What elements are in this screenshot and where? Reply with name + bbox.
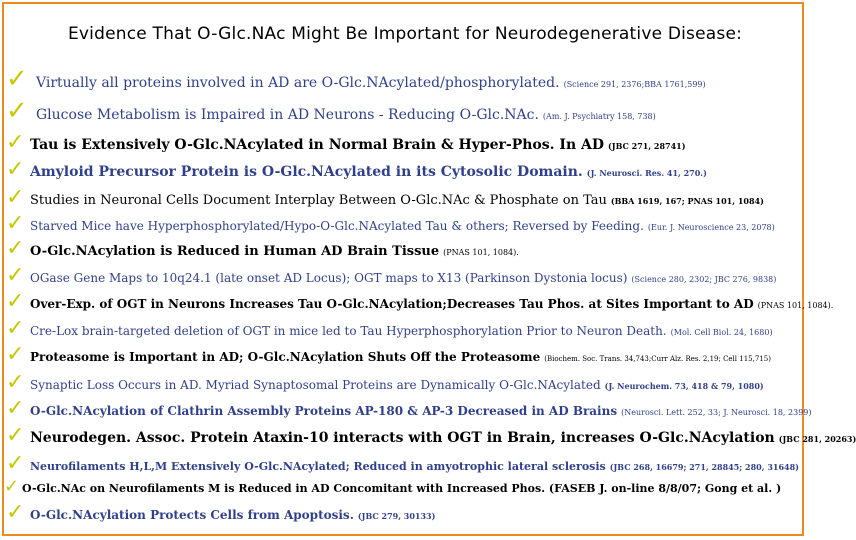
list-item bbox=[6, 187, 804, 209]
list-item bbox=[6, 372, 804, 394]
list-item bbox=[6, 396, 812, 421]
item-text: O-Glc.NAc on Neurofilaments M is Reduced in AD Concomitant with Increased Phos. (FASEB J. on-line 8/8/07; Gong et al. ) bbox=[22, 482, 782, 495]
list-item bbox=[6, 423, 856, 448]
item-text: Starved Mice have Hyperphosphorylated/Hypo-O-Glc.NAcylated Tau & others; Reversed by Feeding. bbox=[30, 219, 644, 233]
item-text: Synaptic Loss Occurs in AD. Myriad Synaptosomal Proteins are Dynamically O-Glc.NAcylated bbox=[30, 378, 601, 392]
checkmark-icon: ✓ bbox=[6, 342, 25, 367]
item-text: Glucose Metabolism is Impaired in AD Neurons - Reducing O-Glc.NAc. bbox=[36, 107, 539, 123]
list-item bbox=[6, 159, 804, 181]
list-item bbox=[6, 66, 804, 92]
item-text: Tau is Extensively O-Glc.NAcylated in Normal Brain & Hyper-Phos. In AD bbox=[30, 137, 604, 153]
item-citation: (Am. J. Psychiatry 158, 738) bbox=[542, 112, 656, 121]
list-item bbox=[4, 478, 802, 496]
list-item bbox=[6, 98, 804, 124]
item-text: O-Glc.NAcylation Protects Cells from Apoptosis. bbox=[30, 508, 354, 522]
checkmark-icon: ✓ bbox=[6, 263, 25, 288]
checkmark-icon: ✓ bbox=[6, 185, 25, 210]
item-citation: (JBC 281, 20263) bbox=[778, 434, 856, 444]
item-citation: (PNAS 101, 1084). bbox=[443, 248, 519, 257]
checkmark-icon: ✓ bbox=[6, 370, 25, 395]
item-citation: (Biochem. Soc. Trans. 34,743;Curr Alz. Res. 2,19; Cell 115,715) bbox=[544, 355, 771, 363]
item-citation: (Eur. J. Neuroscience 23, 2078) bbox=[647, 223, 775, 232]
slide-title: Evidence That O-Glc.NAc Might Be Important for Neurodegenerative Disease: bbox=[67, 24, 743, 44]
item-text: Studies in Neuronal Cells Document Interplay Between O-Glc.NAc & Phosphate on Tau bbox=[30, 193, 607, 208]
list-item bbox=[6, 453, 804, 475]
checkmark-icon: ✓ bbox=[6, 130, 25, 155]
checkmark-icon: ✓ bbox=[6, 396, 25, 421]
item-citation: (JBC 268, 16679; 271, 28845; 280, 31648) bbox=[609, 462, 799, 472]
checkmark-icon: ✓ bbox=[6, 64, 28, 94]
item-text: Virtually all proteins involved in AD are O-Glc.NAcylated/phosphorylated. bbox=[36, 75, 560, 91]
item-citation: (JBC 271, 28741) bbox=[608, 141, 686, 151]
list-item bbox=[6, 502, 804, 524]
item-text: Proteasome is Important in AD; O-Glc.NAcylation Shuts Off the Proteasome bbox=[30, 350, 541, 364]
item-text: O-Glc.NAcylation of Clathrin Assembly Proteins AP-180 & AP-3 Decreased in AD Brains bbox=[30, 404, 618, 418]
list-item bbox=[6, 132, 804, 154]
item-text: Neurofilaments H,L,M Extensively O-Glc.NAcylated; Reduced in amyotrophic lateral sclerosis bbox=[30, 460, 606, 473]
item-citation: (JBC 279, 30133) bbox=[357, 511, 436, 521]
list-item bbox=[6, 213, 804, 235]
checkmark-icon: ✓ bbox=[6, 451, 25, 476]
checkmark-icon: ✓ bbox=[6, 211, 25, 236]
list-item bbox=[6, 265, 804, 287]
checkmark-icon: ✓ bbox=[6, 316, 25, 341]
item-text: Over-Exp. of OGT in Neurons Increases Tau O-Glc.NAcylation;Decreases Tau Phos. at Sites Important to AD bbox=[30, 297, 754, 311]
item-text: Neurodegen. Assoc. Protein Ataxin-10 interacts with OGT in Brain, increases O-Glc.NAcylation bbox=[30, 430, 775, 446]
checkmark-icon: ✓ bbox=[6, 423, 25, 448]
checkmark-icon: ✓ bbox=[6, 157, 25, 182]
item-text: Amyloid Precursor Protein is O-Glc.NAcylated in its Cytosolic Domain. bbox=[30, 164, 583, 180]
item-citation: (PNAS 101, 1084). bbox=[757, 301, 834, 310]
item-text: O-Glc.NAcylation is Reduced in Human AD Brain Tissue bbox=[30, 244, 440, 259]
checkmark-icon: ✓ bbox=[6, 500, 25, 525]
checkmark-icon: ✓ bbox=[4, 476, 20, 497]
item-citation: (BBA 1619, 167; PNAS 101, 1084) bbox=[610, 196, 764, 206]
item-citation: (Mol. Cell Biol. 24, 1680) bbox=[670, 328, 773, 337]
item-citation: (J. Neurochem. 73, 418 & 79, 1080) bbox=[604, 381, 764, 391]
checkmark-icon: ✓ bbox=[6, 289, 25, 314]
item-text: OGase Gene Maps to 10q24.1 (late onset AD Locus); OGT maps to X13 (Parkinson Dystonia locus) bbox=[30, 271, 628, 285]
checkmark-icon: ✓ bbox=[6, 236, 25, 261]
item-citation: (J. Neurosci. Res. 41, 270.) bbox=[586, 168, 707, 178]
item-citation: (Science 291, 2376;BBA 1761,599) bbox=[563, 80, 706, 89]
item-citation: (Neurosci. Lett. 252, 33; J. Neurosci. 18, 2399) bbox=[621, 408, 812, 417]
list-item bbox=[6, 318, 804, 340]
list-item bbox=[6, 238, 804, 260]
item-text: Cre-Lox brain-targeted deletion of OGT in mice led to Tau Hyperphosphorylation Prior to Neuron Death. bbox=[30, 324, 667, 338]
list-item bbox=[6, 289, 834, 314]
list-item bbox=[6, 344, 804, 366]
item-citation: (Science 280, 2302; JBC 276, 9838) bbox=[631, 275, 777, 284]
checkmark-icon: ✓ bbox=[6, 96, 28, 126]
